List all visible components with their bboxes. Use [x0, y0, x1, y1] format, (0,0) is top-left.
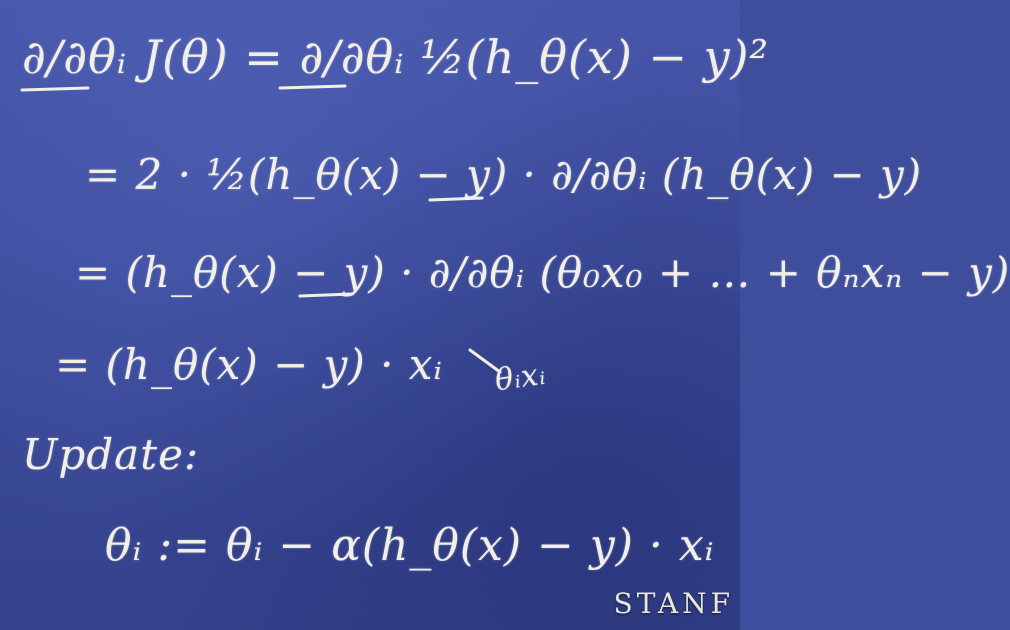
equation-line-4: = (h_θ(x) − y) · xᵢ [55, 340, 443, 389]
equation-line-3: = (h_θ(x) − y) · ∂/∂θᵢ (θ₀x₀ + … + θₙxₙ − y) [75, 248, 1010, 297]
equation-line-1: ∂/∂θᵢ J(θ) = ∂/∂θᵢ ½(h_θ(x) − y)² [22, 30, 769, 84]
update-rule: θᵢ := θᵢ − α(h_θ(x) − y) · xᵢ [105, 520, 715, 571]
fraction-bar-1 [22, 88, 88, 90]
equation-line-2: = 2 · ½(h_θ(x) − y) · ∂/∂θᵢ (h_θ(x) − y) [85, 150, 923, 199]
fraction-bar-2 [280, 86, 345, 88]
stanford-watermark: STANF [613, 587, 734, 620]
update-heading: Update: [22, 430, 200, 479]
annotation-theta-x: θᵢxᵢ [492, 356, 549, 399]
